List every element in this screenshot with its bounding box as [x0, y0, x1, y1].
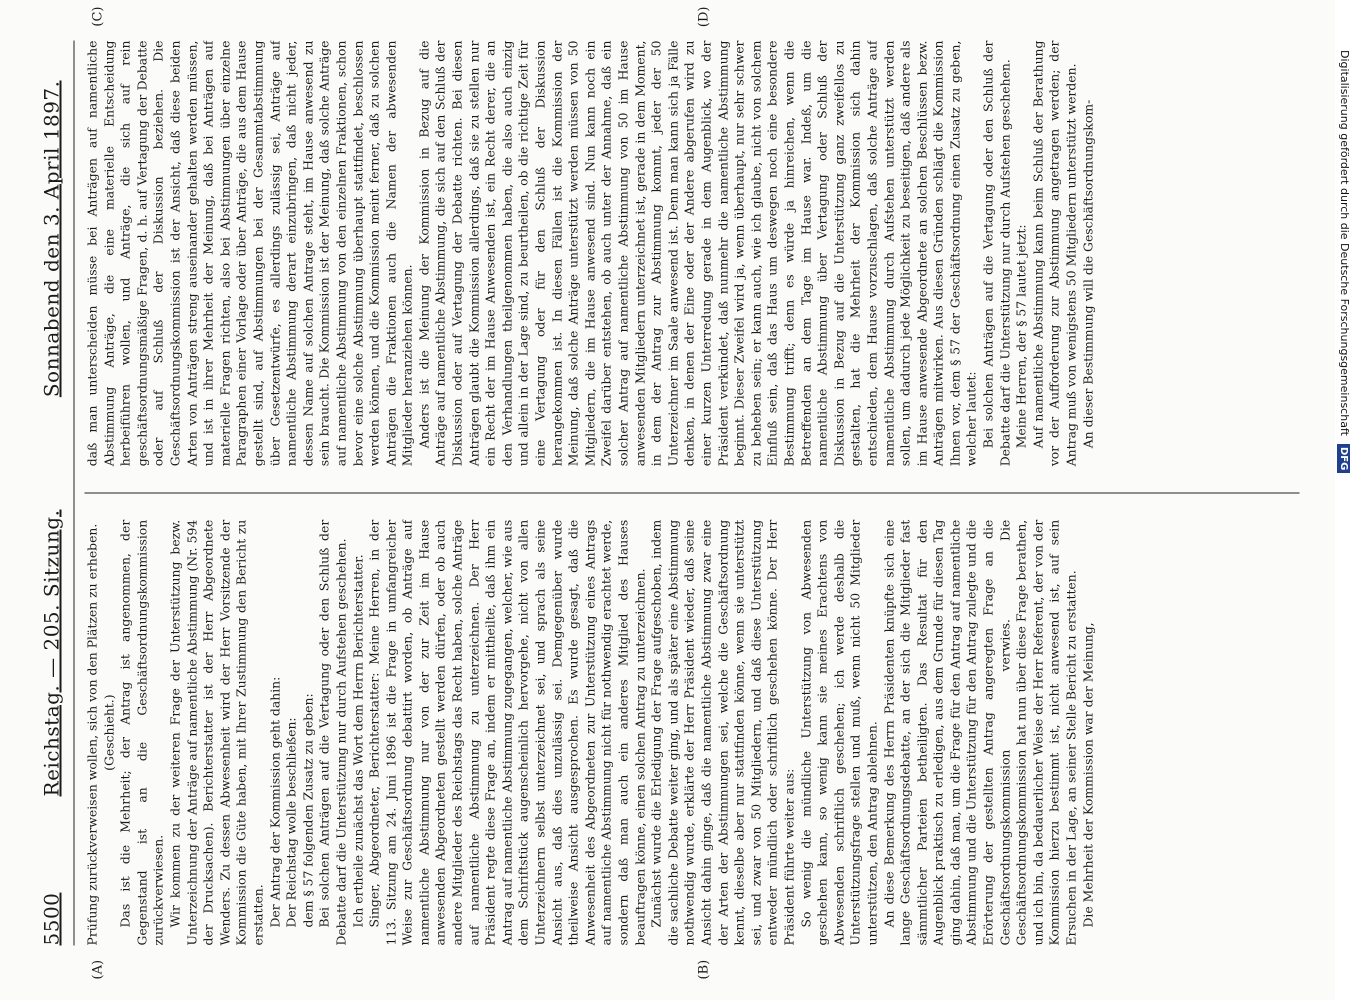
paragraph: Zunächst wurde die Erledigung der Frage aufgeschoben, indem die sachliche Debatte weiter ging, und als später eine Abstimmung nothwendig wurde, erklärte der Herr Präsident wieder, daß seine Ansicht dahin ginge, daß die namentliche Abstimmung zwar eine der Arten der Abstimmungen sei, welche die Geschäftsordnung kennt, dieselbe aber nur stattfinden könne, wenn sie unterstützt sei, und zwar von 50 Mitgliedern, und daß diese Unterstützung entweder mündlich oder schriftlich geschehen könne. Der Herr Präsident führte weiter aus: [648, 519, 797, 946]
paragraph: So wenig die mündliche Unterstützung von Abwesenden geschehen kann, so wenig kann sie meines Erachtens von Abwesenden schriftlich geschehen; ich werde deshalb die Unterstützungsfrage stellen und muß, wenn nicht 50 Mitglieder unterstützen, den Antrag ablehnen. [798, 519, 880, 946]
paragraph: Auf namentliche Abstimmung kann beim Schluß der Berathung vor der Aufforderung zur Abstimmung angetragen werden; der Antrag muß von wenigstens 50 Mitgliedern unterstützt werden. [1030, 40, 1079, 467]
rotated-page [0, 1, 1335, 1000]
paragraph: Anders ist die Meinung der Kommission in Bezug auf die Anträge auf namentliche Abstimmung, die sich auf den Schluß der Diskussion oder auf Vertagung der Debatte richten. Bei diesen Anträgen glaubt die Kommission allerdings, daß sie zu stellen nur ein Recht der im Hause Anwesenden ist, ein Recht derer, die an den Verhandlungen theilgenommen haben, die also auch einzig und allein in der Lage sind, zu beurtheilen, ob die richtige Zeit für eine Vertagung oder für den Schluß der Diskussion herangekommen ist. In diesen Fällen ist die Kommission der Meinung, daß solche Anträge unterstützt werden müssen von 50 Mitgliedern, die im Hause anwesend sind. Nun kann noch ein Zweifel darüber entstehen, ob auch unter der Annahme, daß ein solcher Antrag auf namentliche Abstimmung von 50 im Hause anwesenden Mitgliedern unterzeichnet ist, gerade in dem Moment, in dem der Antrag zur Abstimmung kommt, jeder der 50 Unterzeichner im Saale anwesend ist. Denn man kann sich ja Fälle denken, in denen der Eine oder der Andere abgerufen wird zu einer kurzen Unterredung gerade in dem Augenblick, wo der Präsident verkündet, daß nunmehr die namentliche Abstimmung beginnt. Dieser Zweifel wird ja, wenn überhaupt, nur sehr schwer zu beheben sein; er kann auch, wie ich glaube, nicht von solchem Einfluß sein, daß das Haus um deswegen noch eine besondere Bestimmung trifft; denn es würde ja hinreichen, wenn die Betreffenden an dem Tage im Hause war. Indeß, um die namentliche Abstimmung über Vertagung oder Schluß der Diskussion in Bezug auf die Unterstützung ganz zweifellos zu gestalten, hat die Mehrheit der Kommission sich dahin entschieden, dem Hause vorzuschlagen, daß solche Anträge auf namentliche Abstimmung durch Aufstehen unterstützt werden sollen, um dadurch jede Möglichkeit zu beseitigen, daß andere als im Hause anwesende Abgeordnete an solchen Beschlüssen bezw. Anträgen mitwirken. Aus diesen Gründen schlägt die Kommission Ihnen vor, dem § 57 der Geschäftsordnung einen Zusatz zu geben, welcher lautet: [416, 40, 979, 467]
margin-marker-c: (C) [90, 6, 106, 27]
session-date: Sonnabend den 3. April 1897. [39, 80, 64, 398]
paragraph: Das ist die Mehrheit; der Antrag ist angenommen, der Gegenstand ist an die Geschäftsordnungskommission zurückverwiesen. [117, 519, 166, 946]
margin-marker-d: (D) [696, 6, 712, 28]
paragraph: Wir kommen zu der weiteren Frage der Unterstützung bezw. Unterzeichnung der Anträge auf namentliche Abstimmung (Nr. 594 der Drucksachen). Berichterstatter ist der Herr Abgeordnete Wenders. Zu dessen Abwesenheit wird der Herr Vorsitzende der Kommission die Güte haben, mit Ihrer Zustimmung den Bericht zu erstatten. [167, 519, 266, 946]
credit-text: Digitalisierung gefördert durch die Deutsche Forschungsgemeinschaft [1338, 50, 1351, 436]
paragraph: daß man unterscheiden müsse bei Anträgen auf namentliche Abstimmung Anträge, die eine materielle Entscheidung herbeiführen wollen, und Anträge, die sich auf rein geschäftsordnungsmäßige Fragen, d. h. auf Vertagung der Debatte oder auf Schluß der Diskussion beziehen. Die Geschäftsordnungskommission ist der Ansicht, daß diese beiden Arten von Anträgen streng auseinander gehalten werden müssen, und ist in ihrer Mehrheit der Meinung, daß bei Anträgen auf materielle Fragen richten, also bei Abstimmungen über einzelne Paragraphen einer Vorlage oder über Anträge, die aus dem Hause gestellt sind, auf Abstimmungen bei der Gesammtabstimmung über Gesetzentwürfe, es allerdings zulässig sei, Anträge auf namentliche Abstimmung derart einzubringen, daß nicht jeder, dessen Name auf solchen Antrage steht, im Hause anwesend zu sein braucht. Die Kommission ist der Meinung, daß solche Anträge auf namentliche Abstimmung von den einzelnen Fraktionen, schon bevor eine solche Abstimmung überhaupt stattfindet, beschlossen werden können, und die Kommission meint ferner, daß zu solchen Anträgen die Fraktionen auch die Namen der abwesenden Mitglieder heranziehen können. [84, 40, 415, 467]
right-column [85, 41, 1300, 467]
dfg-logo-icon: DFG [1338, 444, 1351, 473]
page-header [40, 41, 75, 946]
paragraph: An diese Bemerkung des Herrn Präsidenten knüpfte sich eine lange Geschäftsordnungsdebatte, an der sich die Mitglieder fast sämmtlicher Parteien betheiligten. Das Resultat für den Augenblick praktisch zu erledigen, aus dem Grunde für diesen Tag ging dahin, daß man, um die Frage für den Antrag auf namentliche Abstimmung und die Unterstützung für den Antrag zulegte und die Erörterung der gestellten Antrag angeregten Frage an die Geschäftsordnungskommission verwies. Die Geschäftsordnungskommission hat nun über diese Frage berathen, und ich bin, da bedauerlicher Weise der Herr Referent, der von der Kommission hierzu bestimmt ist, nicht anwesend ist, auf sein Ersuchen in der Lage, an seiner Stelle Bericht zu erstatten. [881, 519, 1079, 946]
paragraph: dem § 57 folgenden Zusatz zu geben: [300, 693, 316, 928]
credit-strip [1335, 0, 1353, 1000]
paragraph: Bei solchen Anträgen auf die Vertagung oder den Schluß der Debatte darf die Unterstützung nur durch Aufstehen geschehen. [980, 40, 1013, 467]
paragraph: Der Reichstag wolle beschließen: [283, 717, 299, 928]
paragraph: An dieser Bestimmung will die Geschäftsordnungskom- [1080, 99, 1096, 449]
paragraph: Der Antrag der Kommission geht dahin: [267, 676, 283, 928]
text-columns [84, 6, 1300, 980]
column-divider [85, 492, 1300, 493]
paragraph: Meine Herren, der § 57 lautet jetzt: [1013, 224, 1029, 449]
paragraph: Singer, Abgeordneter, Berichterstatter: Meine Herren, in der 113. Sitzung am 24. Juni 1896 ist die Frage in umfangreicher Weise zur Geschäftsordnung debattirt worden, ob Anträge auf namentliche Abstimmung nur von der zur Zeit im Hause anwesenden Abgeordneten gestellt werden dürfen, oder ob auch andere Mitglieder des Reichstags das Recht haben, solche Anträge auf namentliche Abstimmung zu unterzeichnen. Der Herr Präsident regte diese Frage an, indem er mittheilte, daß ihm ein Antrag auf namentliche Abstimmung zugegangen, welcher, wie aus dem Schriftstück augenscheinlich hervorgehe, nicht von allen Unterzeichnern selbst unterzeichnet sei, und sprach als seine Ansicht aus, daß dies unzulässig sei. Demgegenüber wurde theilweise Ansicht ausgesprochen. Es wurde gesagt, daß die Anwesenheit des Abgeordneten zur Unterstützung eines Antrags auf namentliche Abstimmung nicht für nothwendig erachtet werde, sondern daß man auch ein anderes Mitglied des Hauses beauftragen könne, einen solchen Antrag zu unterzeichnen. [366, 519, 648, 946]
session-title: Reichstag. — 205. Sitzung. [39, 509, 64, 797]
left-column [85, 520, 1300, 946]
margin-marker-a: (A) [90, 959, 106, 980]
margin-marker-b: (B) [696, 959, 712, 980]
paragraph: Die Mehrheit der Kommission war der Meinung, [1080, 622, 1096, 928]
page-number: 5500 [39, 892, 64, 946]
paragraph: Bei solchen Anträgen auf die Vertagung oder den Schluß der Debatte darf die Unterstützung nur durch Aufstehen geschehen. [316, 519, 349, 946]
digitization-credit [1336, 50, 1352, 950]
paragraph: Prüfung zurückverweisen wollen, sich von den Plätzen zu erheben. [84, 523, 100, 946]
paragraph: Ich ertheile zunächst das Wort dem Herrn Berichterstatter. [350, 554, 365, 928]
paragraph: (Geschieht.) [101, 694, 117, 771]
